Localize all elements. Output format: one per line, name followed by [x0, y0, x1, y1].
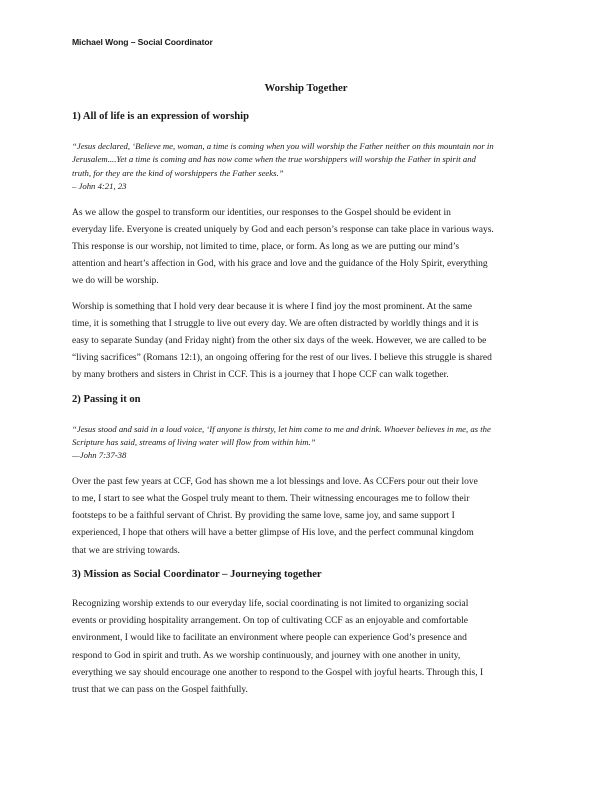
paragraph-line: everyday life. Everyone is created uniquely by God and each person’s response can take place in various ways. [72, 224, 494, 235]
quote-reference: – John 4:21, 23 [72, 181, 127, 192]
section-1 [72, 110, 540, 385]
quote-line: Scripture has said, streams of living water will flow from within him.” [72, 437, 316, 448]
paragraph-line: that we are striving towards. [72, 545, 180, 556]
paragraph-line: experienced, I hope that others will have a better glimpse of His love, and the perfect communal kingdom [72, 528, 474, 539]
body-paragraph [72, 596, 540, 699]
paragraph-line: footsteps to be a faithful servant of Christ. By providing the same love, same joy, and same support I [72, 511, 455, 522]
quote-reference: —John 7:37-38 [72, 450, 127, 461]
paragraph-line: respond to God in spirit and truth. As we worship continuously, and journey with one another in unity, [72, 650, 461, 661]
section-3 [72, 568, 540, 699]
paragraph-line: As we allow the gospel to transform our identities, our responses to the Gospel should be evident in [72, 207, 451, 218]
quote-line: truth, for they are the kind of worshippers the Father seeks.” [72, 167, 284, 178]
quote-line: “Jesus stood and said in a loud voice, ‘If anyone is thirsty, let him come to me and drink. Whoever believes in me, as the [72, 423, 491, 434]
paragraph-line: Worship is something that I hold very dear because it is where I find joy the most prominent. At the same [72, 301, 472, 312]
paragraph-line: “living sacrifices” (Romans 12:1), an ongoing offering for the rest of our lives. I believe this struggle is shared [72, 353, 492, 364]
body-paragraph [72, 474, 540, 560]
paragraph-line: to me, I start to see what the Gospel truly meant to them. Their witnessing encourages me to follow their [72, 494, 470, 505]
paragraph-line: time, it is something that I struggle to live out every day. We are often distracted by worldly things and it is [72, 318, 479, 329]
scripture-quote [72, 140, 540, 194]
document-title: Worship Together [264, 82, 348, 94]
quote-line: Jerusalem....Yet a time is coming and has now come when the true worshippers will worship the Father in spirit and [72, 154, 476, 165]
paragraph-line: by many brothers and sisters in Christ in CCF. This is a journey that I hope CCF can walk together. [72, 370, 449, 381]
paragraph-line: everything we say should encourage one another to respond to the Gospel with joyful hearts. Through this, I [72, 667, 484, 678]
section-2 [72, 393, 540, 560]
quote-line: “Jesus declared, ‘Believe me, woman, a time is coming when you will worship the Father neither on this mountain nor in [72, 141, 494, 151]
author-header: Michael Wong – Social Coordinator [72, 37, 213, 47]
paragraph-line: This response is our worship, not limited to time, place, or form. As long as we are putting our mind’s [72, 242, 460, 253]
scripture-quote [72, 423, 540, 463]
section-heading: 3) Mission as Social Coordinator – Journeying together [72, 568, 322, 580]
paragraph-line: Recognizing worship extends to our everyday life, social coordinating is not limited to organizing social [72, 598, 469, 609]
paragraph-line: attention and heart’s affection in God, with his grace and love and the guidance of the Holy Spirit, everything [72, 259, 488, 270]
body-paragraph [72, 299, 540, 385]
paragraph-line: trust that we can pass on the Gospel faithfully. [72, 684, 248, 695]
section-heading: 1) All of life is an expression of worship [72, 111, 249, 122]
paragraph-line: environment, I would like to facilitate an environment where people can experience God’s presence and [72, 633, 467, 644]
paragraph-line: Over the past few years at CCF, God has shown me a lot blessings and love. As CCFers pour out their love [72, 476, 478, 487]
paragraph-line: we do will be worship. [72, 276, 159, 287]
section-heading: 2) Passing it on [72, 393, 141, 405]
paragraph-line: events or providing hospitality arrangement. On top of cultivating CCF as an enjoyable and comfortable [72, 616, 469, 627]
body-paragraph [72, 205, 540, 291]
paragraph-line: easy to separate Sunday (and Friday night) from the other six days of the week. However, we are called to be [72, 336, 487, 347]
